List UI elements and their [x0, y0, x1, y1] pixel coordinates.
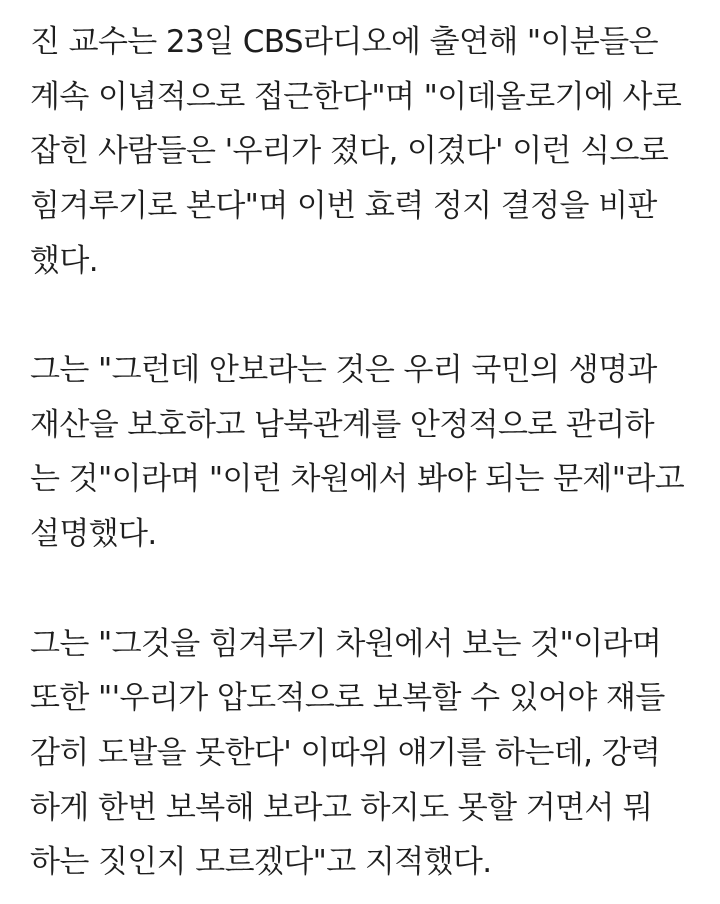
text-line: 계속 이념적으로 접근한다"며 "이데올로기에 사로	[30, 79, 682, 115]
text-line: 그는 "그것을 힘겨루기 차원에서 보는 것"이라며	[30, 626, 662, 662]
text-line: 재산을 보호하고 남북관계를 안정적으로 관리하	[30, 407, 654, 443]
text-line: 감히 도발을 못한다' 이따위 얘기를 하는데, 강력	[30, 735, 661, 771]
text-line: 잡힌 사람들은 '우리가 졌다, 이겼다' 이런 식으로	[30, 133, 669, 169]
text-line: 진 교수는 23일 CBS라디오에 출연해 "이분들은	[30, 24, 658, 60]
text-line: 설명했다.	[30, 516, 157, 552]
text-line: 또한 "'우리가 압도적으로 보복할 수 있어야 쟤들	[30, 680, 665, 716]
text-line: 는 것"이라며 "이런 차원에서 봐야 되는 문제"라고	[30, 461, 685, 497]
text-line: 했다.	[30, 243, 98, 279]
text-line: 그는 "그런데 안보라는 것은 우리 국민의 생명과	[30, 352, 657, 388]
text-line: 하는 짓인지 모르겠다"고 지적했다.	[30, 844, 492, 880]
text-line: 하게 한번 보복해 보라고 하지도 못할 거면서 뭐	[30, 790, 653, 826]
text-line: 힘겨루기로 본다"며 이번 효력 정지 결정을 비판	[30, 188, 657, 224]
